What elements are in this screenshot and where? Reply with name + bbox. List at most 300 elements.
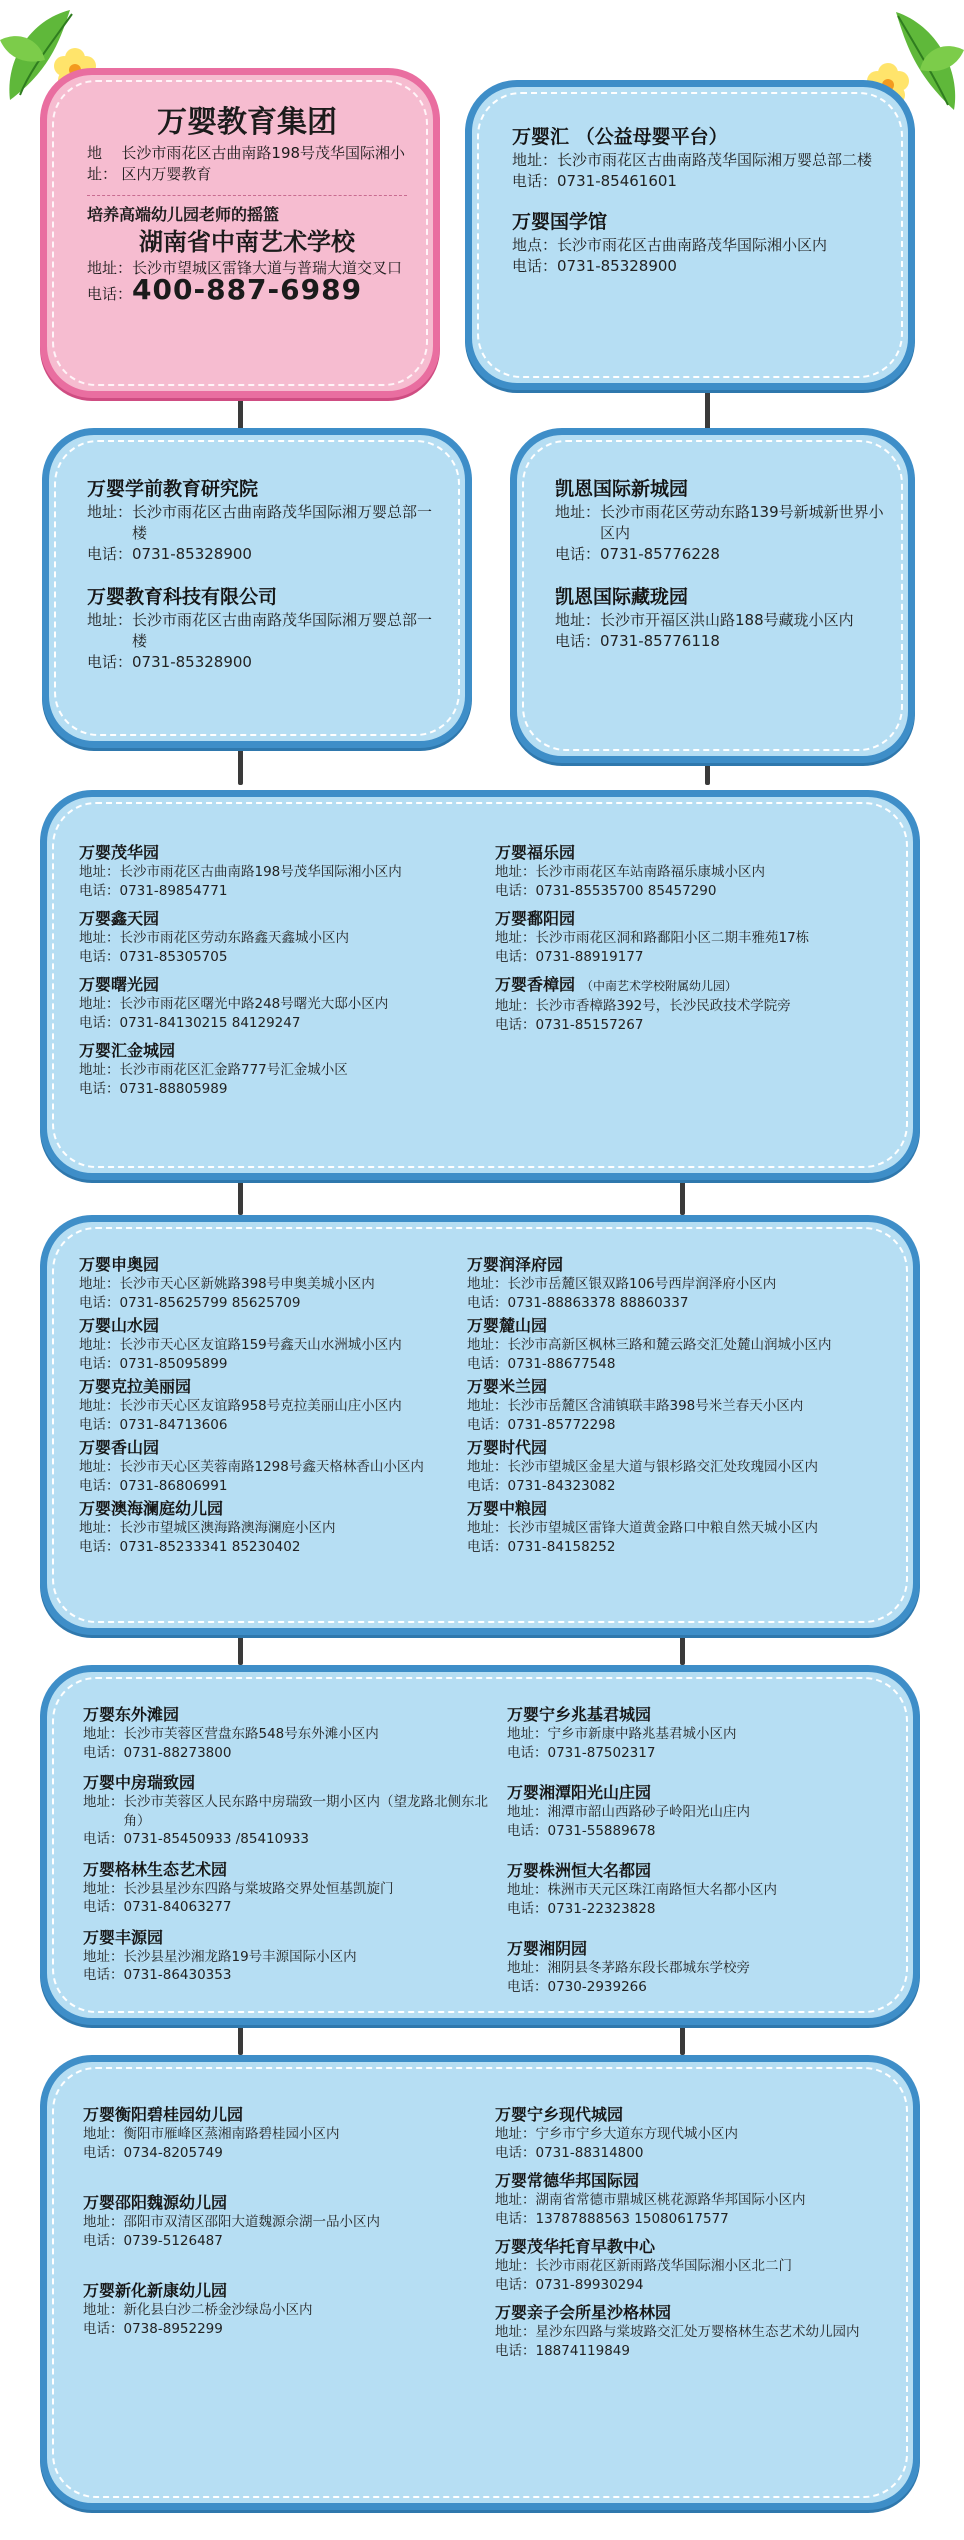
phone-line — [467, 1477, 907, 1496]
location-entry — [87, 585, 442, 673]
address-line — [83, 2301, 493, 2320]
entry-list — [87, 477, 442, 673]
address-label: 地址： — [79, 1337, 120, 1353]
phone-value[interactable]: 0731-84130215 84129247 — [119, 1014, 301, 1031]
address-label: 地址： — [79, 996, 120, 1012]
phone-value[interactable]: 0731-84323082 — [507, 1477, 616, 1494]
location-entry — [507, 1704, 907, 1762]
address-label: 地址： — [79, 1520, 120, 1536]
location-entry — [83, 1704, 503, 1762]
connector-line — [238, 2020, 243, 2055]
location-entry — [83, 2104, 493, 2162]
address-label: 地点： — [512, 236, 558, 254]
phone-label: 电话： — [555, 632, 601, 650]
phone-line — [507, 1822, 907, 1841]
phone-value[interactable]: 0731-84713606 — [119, 1416, 228, 1433]
group-title: 万婴教育集团 — [157, 105, 337, 140]
location-entry — [79, 1376, 489, 1434]
location-name — [467, 1254, 907, 1275]
address-value: 长沙市望城区雷锋大道与普瑞大道交叉口 — [132, 259, 403, 277]
phone-line — [507, 1744, 907, 1763]
location-name — [79, 1437, 489, 1458]
phone-label: 电话： — [467, 1477, 508, 1494]
phone-label: 电话： — [83, 1831, 124, 1847]
location-name-text: 万婴常德华邦国际园 — [495, 2171, 640, 2190]
location-name-text: 万婴曙光园 — [79, 975, 160, 994]
entry-list — [507, 1704, 907, 1996]
address-value: 长沙市天心区友谊路159号鑫天山水洲城小区内 — [119, 1337, 402, 1353]
location-name — [467, 1498, 907, 1519]
location-entry — [79, 1040, 499, 1098]
location-entry — [467, 1437, 907, 1495]
location-name — [83, 1704, 503, 1725]
phone-value[interactable]: 0731-55889678 — [547, 1822, 656, 1839]
phone-line — [467, 1538, 907, 1557]
phone-label: 电话： — [512, 257, 558, 275]
location-name-text: 万婴麓山园 — [467, 1316, 548, 1335]
phone-line — [555, 631, 890, 652]
phone-value[interactable]: 0731-88314800 — [535, 2144, 644, 2161]
phone-value[interactable]: 0731-88273800 — [123, 1744, 232, 1761]
address-label: 地址： — [495, 2258, 536, 2274]
entry-list — [495, 2104, 910, 2360]
phone-value[interactable]: 0731-85535700 85457290 — [535, 882, 717, 899]
address-label: 地址： — [467, 1337, 508, 1353]
address-value: 株洲市天元区珠江南路恒大名都小区内 — [547, 1882, 777, 1898]
address-value: 长沙市雨花区汇金路777号汇金城小区 — [119, 1062, 348, 1078]
address-label: 地址： — [495, 2192, 536, 2208]
entry-list — [79, 1254, 489, 1556]
location-entry — [495, 908, 910, 966]
address-line — [555, 610, 890, 631]
location-name-text: 万婴茂华园 — [79, 843, 160, 862]
address-label: 地址： — [87, 503, 133, 521]
address-value: 长沙市雨花区新雨路茂华国际湘小区北二门 — [535, 2258, 792, 2274]
phone-line — [79, 882, 499, 901]
address-value: 长沙市雨花区洞和路鄱阳小区二期丰雅苑17栋 — [535, 930, 810, 946]
location-name-text: 万婴株洲恒大名都园 — [507, 1861, 652, 1880]
phone-line — [83, 1966, 503, 1985]
location-entry — [495, 842, 910, 900]
address-value: 新化县白沙二桥金沙绿岛小区内 — [123, 2302, 313, 2318]
location-name — [495, 974, 910, 997]
location-name-text: 万婴澳海澜庭幼儿园 — [79, 1499, 224, 1518]
phone-line — [495, 2276, 910, 2295]
address-line — [467, 1458, 907, 1477]
phone-line — [79, 1080, 499, 1099]
location-entry — [87, 477, 442, 565]
location-name — [495, 908, 910, 929]
location-name — [467, 1437, 907, 1458]
location-entry — [467, 1498, 907, 1556]
location-name-text: 万婴邵阳魏源幼儿园 — [83, 2193, 228, 2212]
location-name — [495, 2236, 910, 2257]
group-tagline: 培养高端幼儿园老师的摇篮 — [87, 205, 280, 224]
hotline-phone[interactable]: 400-887-6989 — [132, 273, 363, 306]
address-line — [79, 863, 499, 882]
address-line — [495, 2257, 910, 2276]
location-name-text: 万婴茂华托育早教中心 — [495, 2237, 656, 2256]
location-entry — [512, 125, 882, 192]
address-line — [83, 1948, 503, 1967]
card-row6 — [40, 2055, 920, 2510]
address-label: 地址： — [79, 1398, 120, 1414]
location-name-text: 万婴克拉美丽园 — [79, 1377, 192, 1396]
phone-value[interactable]: 0731-85461601 — [557, 172, 677, 190]
address-line — [83, 2213, 493, 2232]
location-name-text: 万婴汇金城园 — [79, 1041, 176, 1060]
location-name-text: 万婴亲子会所星沙格林园 — [495, 2303, 672, 2322]
phone-line — [83, 2320, 493, 2339]
address-line — [512, 235, 882, 256]
phone-value[interactable]: 0731-84158252 — [507, 1538, 616, 1555]
location-entry — [79, 908, 499, 966]
address-line — [83, 1725, 503, 1744]
phone-value[interactable]: 0731-22323828 — [547, 1900, 656, 1917]
address-label: 地址： — [83, 1880, 124, 1897]
phone-label: 电话： — [79, 1294, 120, 1311]
address-line — [87, 610, 442, 652]
phone-value[interactable]: 0731-85776228 — [600, 545, 720, 563]
address-value: 宁乡市新康中路兆基君城小区内 — [547, 1726, 737, 1742]
address-line — [83, 2125, 493, 2144]
address-value: 衡阳市雁峰区蒸湘南路碧桂园小区内 — [123, 2126, 340, 2142]
phone-line — [79, 1538, 489, 1557]
phone-value[interactable]: 0731-85305705 — [119, 948, 228, 965]
phone-label: 电话： — [495, 2342, 536, 2359]
entry-list — [495, 842, 910, 1034]
location-name — [79, 1040, 499, 1061]
phone-line — [512, 171, 882, 192]
location-name — [79, 908, 499, 929]
address-line — [495, 863, 910, 882]
address-value: 长沙市香樟路392号，长沙民政技术学院旁 — [535, 998, 791, 1014]
address-label: 地址： — [83, 1948, 124, 1965]
location-name-text: 万婴湘阴园 — [507, 1939, 588, 1958]
phone-line — [495, 2342, 910, 2361]
address-line — [79, 1275, 489, 1294]
location-entry — [79, 842, 499, 900]
phone-line — [507, 1978, 907, 1997]
phone-value[interactable]: 0730-2939266 — [547, 1978, 647, 1995]
phone-value[interactable]: 0731-88805989 — [119, 1080, 228, 1097]
address-line — [79, 995, 499, 1014]
address-value: 湖南省常德市鼎城区桃花源路华邦国际小区内 — [535, 2192, 806, 2208]
phone-value[interactable]: 0731-89930294 — [535, 2276, 644, 2293]
address-label: 地址： — [87, 611, 133, 629]
phone-line — [79, 948, 499, 967]
address-value: 湘阴县冬茅路东段长郡城东学校旁 — [547, 1960, 750, 1976]
phone-label: 电话： — [555, 545, 601, 563]
address-label: 地址： — [83, 2214, 124, 2230]
phone-value[interactable]: 0734-8205749 — [123, 2144, 223, 2161]
location-name — [87, 585, 442, 610]
address-line — [512, 150, 882, 171]
location-name — [83, 1772, 503, 1793]
location-name-text: 凯恩国际新城园 — [555, 478, 689, 500]
address-value: 长沙市雨花区古曲南路茂华国际湘万婴总部一楼 — [132, 611, 433, 650]
phone-label: 电话： — [83, 2320, 124, 2337]
location-entry — [467, 1254, 907, 1312]
phone-label: 电话： — [79, 1355, 120, 1372]
location-name-text: 万婴福乐园 — [495, 843, 576, 862]
address-value: 长沙市望城区金星大道与银杉路交汇处玫瑰园小区内 — [507, 1459, 818, 1475]
connector-line — [238, 1630, 243, 1665]
location-entry — [495, 974, 910, 1034]
entry-list — [83, 1704, 503, 1985]
location-name-text: 万婴汇 （公益母婴平台） — [512, 126, 728, 148]
address-line — [467, 1275, 907, 1294]
entry-list — [555, 477, 890, 652]
card-row3 — [40, 790, 920, 1180]
phone-value[interactable]: 0731-88919177 — [535, 948, 644, 965]
phone-label: 电话： — [79, 1416, 120, 1433]
address-label: 地址： — [79, 864, 120, 880]
group-address — [87, 143, 407, 185]
address-value: 长沙市雨花区古曲南路198号茂华国际湘小区内 — [119, 864, 402, 880]
location-name-text: 万婴米兰园 — [467, 1377, 548, 1396]
address-line — [495, 2125, 910, 2144]
location-name — [467, 1315, 907, 1336]
address-line — [467, 1519, 907, 1538]
location-name-text: 万婴中房瑞致园 — [83, 1773, 196, 1792]
address-value: 长沙市天心区友谊路958号克拉美丽山庄小区内 — [119, 1398, 402, 1414]
location-entry — [507, 1938, 907, 1996]
address-line — [507, 1959, 907, 1978]
location-name-text: 万婴学前教育研究院 — [87, 478, 259, 500]
phone-value[interactable]: 0731-84063277 — [123, 1899, 232, 1915]
card-row5 — [40, 1665, 920, 2025]
phone-line — [495, 882, 910, 901]
address-label: 地址： — [467, 1276, 508, 1292]
entry-list — [512, 125, 882, 277]
phone-label: 电话： — [467, 1355, 508, 1372]
phone-label: 电话： — [495, 2276, 536, 2293]
address-line — [467, 1336, 907, 1355]
location-name-text: 万婴申奥园 — [79, 1255, 160, 1274]
address-value: 长沙市望城区雷锋大道黄金路口中粮自然天城小区内 — [507, 1520, 818, 1536]
phone-value[interactable]: 0731-85095899 — [119, 1355, 228, 1372]
address-label: 地址： — [83, 2302, 124, 2318]
phone-label: 电话： — [467, 1416, 508, 1433]
phone-label: 电话： — [507, 1822, 548, 1839]
address-label: 地址： — [555, 503, 601, 521]
location-name-text: 万婴格林生态艺术园 — [83, 1859, 228, 1879]
location-name — [79, 1376, 489, 1397]
location-name — [495, 2170, 910, 2191]
phone-label: 电话： — [79, 1477, 120, 1494]
phone-label: 电话： — [467, 1294, 508, 1311]
location-entry — [83, 2280, 493, 2338]
entry-list — [79, 842, 499, 1098]
address-value: 星沙东四路与棠坡路交汇处万婴格林生态艺术幼儿园内 — [535, 2324, 860, 2340]
location-name — [79, 1498, 489, 1519]
location-name-text: 万婴宁乡现代城园 — [495, 2105, 624, 2124]
address-value: 长沙市雨花区劳动东路139号新城新世界小区内 — [600, 503, 884, 542]
address-line — [83, 1793, 503, 1830]
phone-line — [79, 1355, 489, 1374]
location-name — [495, 842, 910, 863]
phone-value[interactable]: 18874119849 — [535, 2342, 630, 2359]
address-label: 地址： — [495, 998, 536, 1014]
entry-list — [83, 2104, 493, 2338]
address-line — [507, 1725, 907, 1744]
address-line — [79, 1519, 489, 1538]
address-value: 长沙市雨花区车站南路福乐康城小区内 — [535, 864, 765, 880]
address-value: 长沙市天心区芙蓉南路1298号鑫天格林香山小区内 — [119, 1459, 424, 1475]
phone-value[interactable]: 0739-5126487 — [123, 2232, 223, 2249]
address-label: 地址： — [79, 1062, 120, 1078]
address-label: 地址： — [495, 2126, 536, 2142]
phone-label: 电话： — [79, 1538, 120, 1555]
phone-label: 电话： — [83, 1899, 124, 1915]
location-name-text: 万婴香樟园 — [495, 975, 576, 994]
phone-value[interactable]: 0731-86806991 — [119, 1477, 228, 1494]
location-entry — [555, 477, 890, 565]
connector-line — [680, 1175, 685, 1215]
address-value: 长沙市雨花区古曲南路198号茂华国际湘小区内万婴教育 — [121, 144, 406, 183]
address-label: 地址： — [495, 930, 536, 946]
address-line — [467, 1397, 907, 1416]
phone-label: 电话： — [495, 882, 536, 899]
phone-label: 电话： — [507, 1978, 548, 1995]
address-value: 长沙市芙蓉区营盘东路548号东外滩小区内 — [123, 1726, 379, 1742]
location-name — [507, 1782, 907, 1803]
address-label: 地址： — [83, 1794, 124, 1810]
phone-label: 电话： — [83, 2232, 124, 2249]
address-line — [507, 1803, 907, 1822]
address-line — [79, 1061, 499, 1080]
phone-value[interactable]: 13787888563 15080617577 — [535, 2210, 729, 2227]
school-name: 湖南省中南艺术学校 — [139, 228, 355, 256]
phone-line — [83, 2232, 493, 2251]
phone-value[interactable]: 0731-85328900 — [557, 257, 677, 275]
phone-value[interactable]: 0731-85625799 85625709 — [119, 1294, 301, 1311]
phone-line — [495, 1016, 910, 1035]
phone-line — [79, 1416, 489, 1435]
address-value: 长沙市高新区枫林三路和麓云路交汇处麓山润城小区内 — [507, 1337, 832, 1353]
phone-value[interactable]: 0731-89854771 — [119, 882, 228, 899]
address-label: 地址： — [507, 1726, 548, 1742]
address-label: 地址： — [507, 1960, 548, 1976]
location-name-text: 万婴丰源园 — [83, 1927, 164, 1947]
phone-value[interactable]: 0731-85233341 85230402 — [119, 1538, 301, 1555]
location-entry — [507, 1860, 907, 1918]
location-entry — [555, 585, 890, 652]
phone-label: 电话： — [83, 2144, 124, 2161]
phone-value[interactable]: 0731-85328900 — [132, 653, 252, 671]
address-label: 地址： — [512, 151, 558, 169]
phone-value[interactable]: 0731-86430353 — [123, 1967, 232, 1983]
location-entry — [83, 1927, 503, 1985]
phone-label: 电话： — [83, 1967, 124, 1983]
phone-label: 电话： — [87, 653, 133, 671]
location-name — [507, 1938, 907, 1959]
phone-line — [507, 1900, 907, 1919]
location-entry — [79, 1498, 489, 1556]
card-row1-right — [465, 80, 915, 390]
location-entry — [495, 2170, 910, 2228]
address-value: 长沙市天心区新姚路398号申奥美城小区内 — [119, 1276, 375, 1292]
address-value: 湘潭市韶山西路砂子岭阳光山庄内 — [547, 1804, 750, 1820]
address-value: 长沙市雨花区劳动东路鑫天鑫城小区内 — [119, 930, 349, 946]
location-name — [512, 125, 882, 150]
phone-line — [79, 1294, 489, 1313]
location-name — [83, 2280, 493, 2301]
phone-value[interactable]: 0731-88863378 88860337 — [507, 1294, 689, 1311]
location-name-text: 万婴润泽府园 — [467, 1255, 564, 1274]
connector-line — [680, 1630, 685, 1665]
location-name-text: 万婴宁乡兆基君城园 — [507, 1705, 652, 1724]
address-value: 长沙市芙蓉区人民东路中房瑞致一期小区内（望龙路北侧东北角） — [123, 1794, 488, 1829]
group-entry — [87, 103, 407, 305]
group-phone-line — [87, 273, 407, 306]
location-name-text: 万婴东外滩园 — [83, 1705, 180, 1724]
card-row4 — [40, 1215, 920, 1635]
location-entry — [79, 1315, 489, 1373]
address-label: 地址： — [79, 930, 120, 946]
address-line — [507, 1881, 907, 1900]
address-label: 地址： — [555, 611, 601, 629]
location-name — [507, 1704, 907, 1725]
phone-value[interactable]: 0731-85157267 — [535, 1016, 644, 1033]
phone-label: 电话： — [79, 1080, 120, 1097]
location-name — [79, 842, 499, 863]
phone-value[interactable]: 0731-85772298 — [507, 1416, 616, 1433]
phone-line — [495, 2210, 910, 2229]
address-label: 地址： — [467, 1398, 508, 1414]
phone-value[interactable]: 0731-85328900 — [132, 545, 252, 563]
phone-line — [87, 652, 442, 673]
location-name-text: 万婴香山园 — [79, 1438, 160, 1457]
address-line — [495, 929, 910, 948]
address-label: 地址： — [495, 2324, 536, 2340]
address-label: 地址： — [507, 1804, 548, 1820]
address-value: 长沙县星沙东四路与棠坡路交界处恒基凯旋门 — [123, 1880, 394, 1897]
location-name-text: 凯恩国际藏珑园 — [555, 586, 689, 608]
phone-line — [83, 2144, 493, 2163]
location-name — [83, 1927, 503, 1948]
address-value: 长沙市雨花区古曲南路茂华国际湘小区内 — [557, 236, 828, 254]
phone-value[interactable]: 0731-87502317 — [547, 1744, 656, 1761]
location-entry — [79, 1437, 489, 1495]
phone-value[interactable]: 0731-85450933 /85410933 — [123, 1831, 309, 1847]
address-label: 地址： — [83, 2126, 124, 2142]
location-name — [512, 210, 882, 235]
phone-line — [555, 544, 890, 565]
location-entry — [83, 1772, 503, 1849]
phone-value[interactable]: 0731-88677548 — [507, 1355, 616, 1372]
phone-label: 电话： — [512, 172, 558, 190]
phone-line — [467, 1355, 907, 1374]
phone-label: 电话： — [467, 1538, 508, 1555]
location-name-text: 万婴时代园 — [467, 1438, 548, 1457]
location-name-text: 万婴鑫天园 — [79, 909, 160, 928]
location-name — [495, 2104, 910, 2125]
address-value: 长沙市岳麓区银双路106号西岸润泽府小区内 — [507, 1276, 777, 1292]
phone-value[interactable]: 0738-8952299 — [123, 2320, 223, 2337]
location-name-text: 万婴衡阳碧桂园幼儿园 — [83, 2105, 244, 2124]
phone-label: 电话： — [495, 2210, 536, 2227]
location-entry — [495, 2236, 910, 2294]
location-name-text: 万婴国学馆 — [512, 211, 608, 233]
phone-value[interactable]: 0731-85776118 — [600, 632, 720, 650]
location-name-text: 万婴湘潭阳光山庄园 — [507, 1783, 652, 1802]
location-name-text: 万婴山水园 — [79, 1316, 160, 1335]
phone-label: 电话： — [83, 1744, 124, 1761]
phone-line — [467, 1416, 907, 1435]
location-name — [495, 2302, 910, 2323]
